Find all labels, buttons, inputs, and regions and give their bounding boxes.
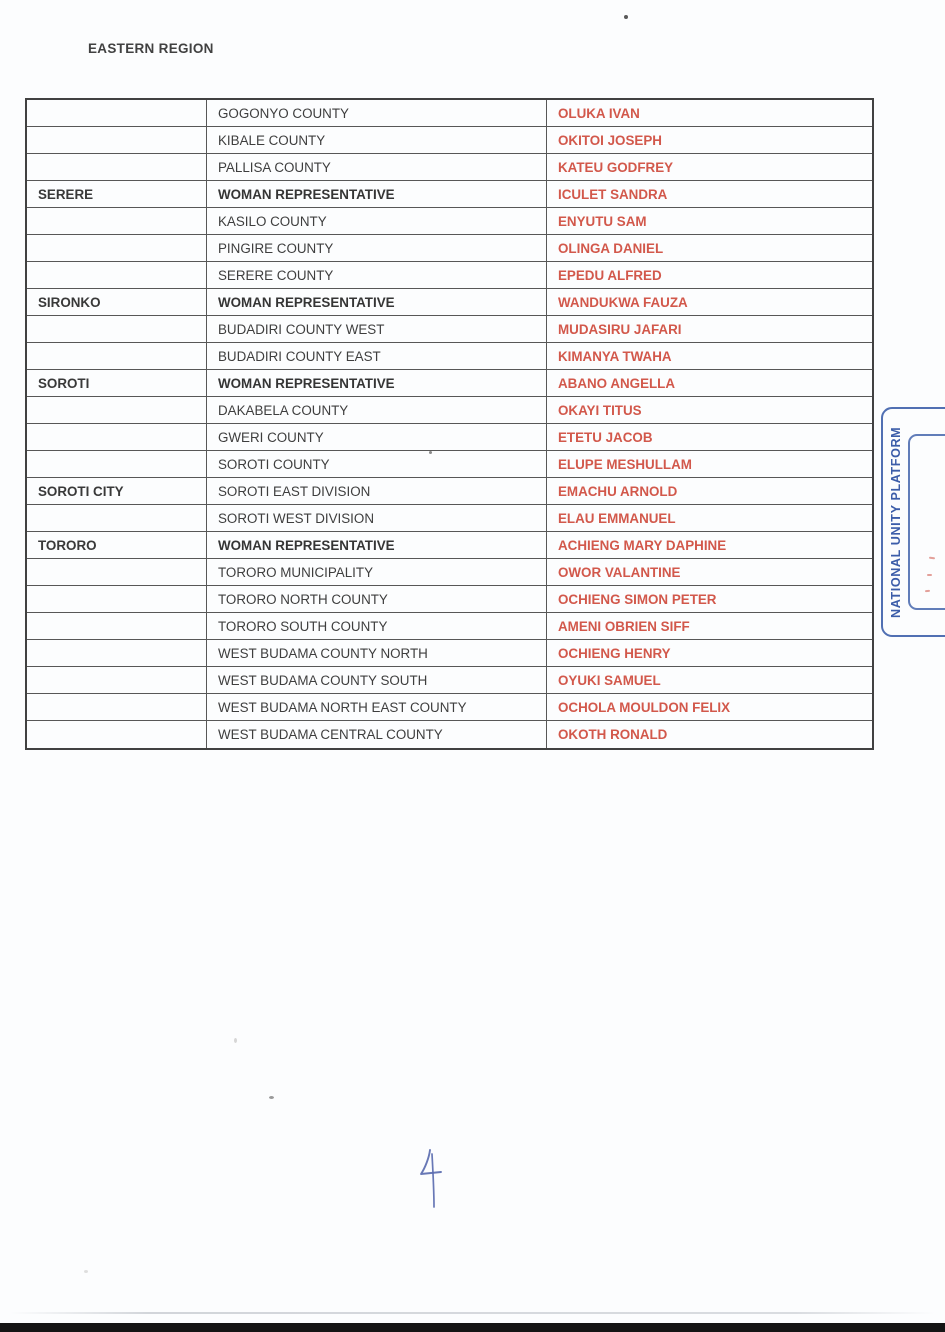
candidate-name-cell: ICULET SANDRA [547, 181, 874, 208]
candidate-name-cell: EPEDU ALFRED [547, 262, 874, 289]
district-cell: SOROTI CITY [26, 478, 207, 505]
district-cell: TORORO [26, 532, 207, 559]
table-row [26, 316, 873, 343]
constituency-cell: TORORO MUNICIPALITY [207, 559, 547, 586]
table-row [26, 478, 873, 505]
candidate-name-cell: OKOTH RONALD [547, 721, 874, 749]
district-cell [26, 208, 207, 235]
candidate-name-cell: ENYUTU SAM [547, 208, 874, 235]
candidate-name-cell: ETETU JACOB [547, 424, 874, 451]
table-row [26, 262, 873, 289]
table-row [26, 397, 873, 424]
district-cell [26, 235, 207, 262]
scan-edge-bar [0, 1323, 945, 1332]
district-cell [26, 424, 207, 451]
district-cell [26, 505, 207, 532]
constituency-cell: WOMAN REPRESENTATIVE [207, 181, 547, 208]
district-cell [26, 721, 207, 749]
district-cell [26, 559, 207, 586]
constituency-cell: TORORO SOUTH COUNTY [207, 613, 547, 640]
district-cell: SERERE [26, 181, 207, 208]
constituency-cell: SOROTI EAST DIVISION [207, 478, 547, 505]
candidate-name-cell: OCHIENG HENRY [547, 640, 874, 667]
stamp-inner-border [908, 434, 945, 610]
district-cell [26, 154, 207, 181]
candidate-name-cell: AMENI OBRIEN SIFF [547, 613, 874, 640]
table-row [26, 99, 873, 127]
table-row [26, 181, 873, 208]
constituency-cell: DAKABELA COUNTY [207, 397, 547, 424]
table-row [26, 343, 873, 370]
table-row [26, 127, 873, 154]
table-row [26, 532, 873, 559]
candidate-name-cell: OCHOLA MOULDON FELIX [547, 694, 874, 721]
district-cell [26, 343, 207, 370]
candidate-name-cell: MUDASIRU JAFARI [547, 316, 874, 343]
constituency-cell: SERERE COUNTY [207, 262, 547, 289]
table-row [26, 451, 873, 478]
district-cell [26, 316, 207, 343]
table-row [26, 370, 873, 397]
candidate-name-cell: ABANO ANGELLA [547, 370, 874, 397]
district-cell [26, 127, 207, 154]
constituency-cell: SOROTI WEST DIVISION [207, 505, 547, 532]
candidate-name-cell: WANDUKWA FAUZA [547, 289, 874, 316]
table-row [26, 640, 873, 667]
table-row [26, 289, 873, 316]
table-row [26, 613, 873, 640]
candidate-name-cell: OKAYI TITUS [547, 397, 874, 424]
constituency-cell: GOGONYO COUNTY [207, 99, 547, 127]
table-row [26, 694, 873, 721]
stamp-text: NATIONAL UNITY PLATFORM [889, 426, 903, 618]
district-cell [26, 667, 207, 694]
table-row [26, 505, 873, 532]
constituency-cell: WEST BUDAMA COUNTY NORTH [207, 640, 547, 667]
constituency-cell: WOMAN REPRESENTATIVE [207, 532, 547, 559]
constituency-cell: WEST BUDAMA CENTRAL COUNTY [207, 721, 547, 749]
candidates-table [25, 98, 874, 750]
district-cell [26, 640, 207, 667]
table-row [26, 559, 873, 586]
table-row [26, 721, 873, 749]
constituency-cell: WOMAN REPRESENTATIVE [207, 289, 547, 316]
constituency-cell: KASILO COUNTY [207, 208, 547, 235]
district-cell [26, 262, 207, 289]
candidates-table-body [26, 99, 873, 749]
scan-speck [84, 1270, 88, 1273]
nup-party-stamp [881, 407, 945, 637]
table-row [26, 424, 873, 451]
constituency-cell: WOMAN REPRESENTATIVE [207, 370, 547, 397]
candidate-name-cell: KIMANYA TWAHA [547, 343, 874, 370]
candidate-name-cell: OLUKA IVAN [547, 99, 874, 127]
scan-speck [269, 1096, 274, 1099]
candidate-name-cell: ELUPE MESHULLAM [547, 451, 874, 478]
constituency-cell: WEST BUDAMA NORTH EAST COUNTY [207, 694, 547, 721]
page-title: EASTERN REGION [88, 41, 214, 56]
table-row [26, 154, 873, 181]
constituency-cell: TORORO NORTH COUNTY [207, 586, 547, 613]
constituency-cell: PALLISA COUNTY [207, 154, 547, 181]
table-row [26, 208, 873, 235]
district-cell: SOROTI [26, 370, 207, 397]
candidate-name-cell: EMACHU ARNOLD [547, 478, 874, 505]
scan-speck [624, 15, 628, 19]
handwritten-page-number-4 [408, 1140, 468, 1230]
candidate-name-cell: ACHIENG MARY DAPHINE [547, 532, 874, 559]
table-row [26, 235, 873, 262]
constituency-cell: KIBALE COUNTY [207, 127, 547, 154]
candidate-name-cell: OLINGA DANIEL [547, 235, 874, 262]
constituency-cell: BUDADIRI COUNTY EAST [207, 343, 547, 370]
scan-speck [429, 451, 432, 454]
candidate-name-cell: OCHIENG SIMON PETER [547, 586, 874, 613]
district-cell [26, 99, 207, 127]
table-row [26, 667, 873, 694]
scan-speck [234, 1038, 237, 1043]
scan-smudge-line [10, 1312, 935, 1314]
constituency-cell: GWERI COUNTY [207, 424, 547, 451]
candidate-name-cell: OYUKI SAMUEL [547, 667, 874, 694]
candidate-name-cell: ELAU EMMANUEL [547, 505, 874, 532]
district-cell [26, 586, 207, 613]
table-row [26, 586, 873, 613]
stamp-ink-mark [927, 574, 932, 576]
constituency-cell: WEST BUDAMA COUNTY SOUTH [207, 667, 547, 694]
constituency-cell: PINGIRE COUNTY [207, 235, 547, 262]
candidate-name-cell: KATEU GODFREY [547, 154, 874, 181]
district-cell: SIRONKO [26, 289, 207, 316]
constituency-cell: BUDADIRI COUNTY WEST [207, 316, 547, 343]
candidate-name-cell: OWOR VALANTINE [547, 559, 874, 586]
district-cell [26, 397, 207, 424]
candidate-name-cell: OKITOI JOSEPH [547, 127, 874, 154]
district-cell [26, 694, 207, 721]
district-cell [26, 451, 207, 478]
constituency-cell: SOROTI COUNTY [207, 451, 547, 478]
district-cell [26, 613, 207, 640]
